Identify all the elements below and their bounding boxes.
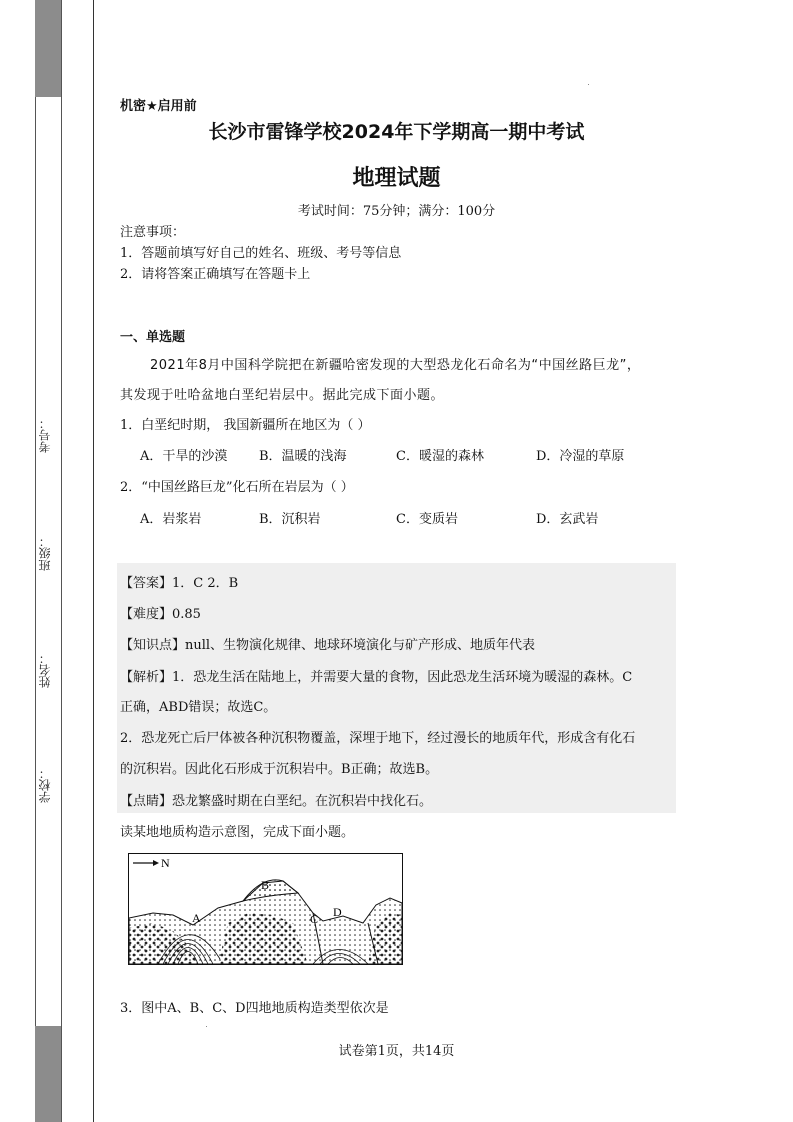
speck [588,84,589,85]
class-label: 班级： [38,535,52,571]
notes-heading: 注意事项： [120,225,186,240]
q1-option-d: D．冷湿的草原 [536,449,625,464]
q2-option-a: A．岩浆岩 [140,512,202,527]
speck [206,1026,207,1027]
reading-passage [120,351,676,411]
exam-no-label: 考号： [38,417,52,453]
difficulty-line: 【难度】0.85 [120,607,201,622]
page-footer: 试卷第1页，共14页 [338,1044,455,1059]
subject-title: 地理试题 [352,166,441,191]
exam-time: 考试时间：75分钟；满分：100分 [297,204,496,219]
q2-option-d: D．玄武岩 [536,512,599,527]
q2-option-c: C．变质岩 [396,512,458,527]
q1-option-c: C．暖湿的森林 [396,449,484,464]
exam-title: 长沙市雷锋学校2024年下学期高一期中考试 [208,121,585,143]
question-1-stem: 1．白垩纪时期， 我国新疆所在地区为（ ） [120,418,371,433]
q1-option-a: A．干旱的沙漠 [140,449,228,464]
figure-intro: 读某地地质构造示意图，完成下面小题。 [120,825,355,840]
section-heading: 一、单选题 [120,330,186,345]
question-3-stem: 3．图中A、B、C、D四地地质构造类型依次是 [120,1001,389,1016]
notes-item: 1．答题前填写好自己的姓名、班级、考号等信息 [120,246,402,261]
knowledge-line: 【知识点】null、生物演化规律、地球环境演化与矿产形成、地质年代表 [120,638,536,653]
north-label: N [161,856,170,870]
passage-line: 其发现于吐哈盆地白垩纪岩层中。据此完成下面小题。 [120,388,445,403]
binding-strip-top-block [35,0,61,97]
tip-line: 【点睛】恐龙繁盛时期在白垩纪。在沉积岩中找化石。 [120,794,433,809]
analysis-line: 2．恐龙死亡后尸体被各种沉积物覆盖，深埋于地下，经过漫长的地质年代，形成含有化石 [120,731,636,746]
q2-option-b: B．沉积岩 [259,512,321,527]
confidential-mark: 机密★启用前 [120,99,197,114]
figure-label-c: C [310,912,319,926]
figure-label-b: B [261,878,270,892]
question-2-stem: 2．“中国丝路巨龙”化石所在岩层为（ ） [120,480,354,495]
figure-label-a: A [192,911,201,925]
analysis-line: 正确，ABD错误；故选C。 [120,700,277,715]
analysis-line: 【解析】1．恐龙生活在陆地上，并需要大量的食物，因此恐龙生活环境为暖湿的森林。C [120,670,633,685]
figure-label-d: D [333,905,342,919]
analysis-line: 的沉积岩。因此化石形成于沉积岩中。B正确；故选B。 [120,762,439,777]
q1-option-b: B．温暖的浅海 [259,449,347,464]
geologic-structure-diagram [128,853,403,965]
notes-item: 2．请将答案正确填写在答题卡上 [120,267,311,282]
name-label: 姓名： [38,652,52,688]
school-label: 学校： [38,767,52,803]
answer-line: 【答案】1．C 2．B [120,576,239,591]
passage-line: 2021年8月中国科学院把在新疆哈密发现的大型恐龙化石命名为“中国丝路巨龙”， [150,358,641,373]
